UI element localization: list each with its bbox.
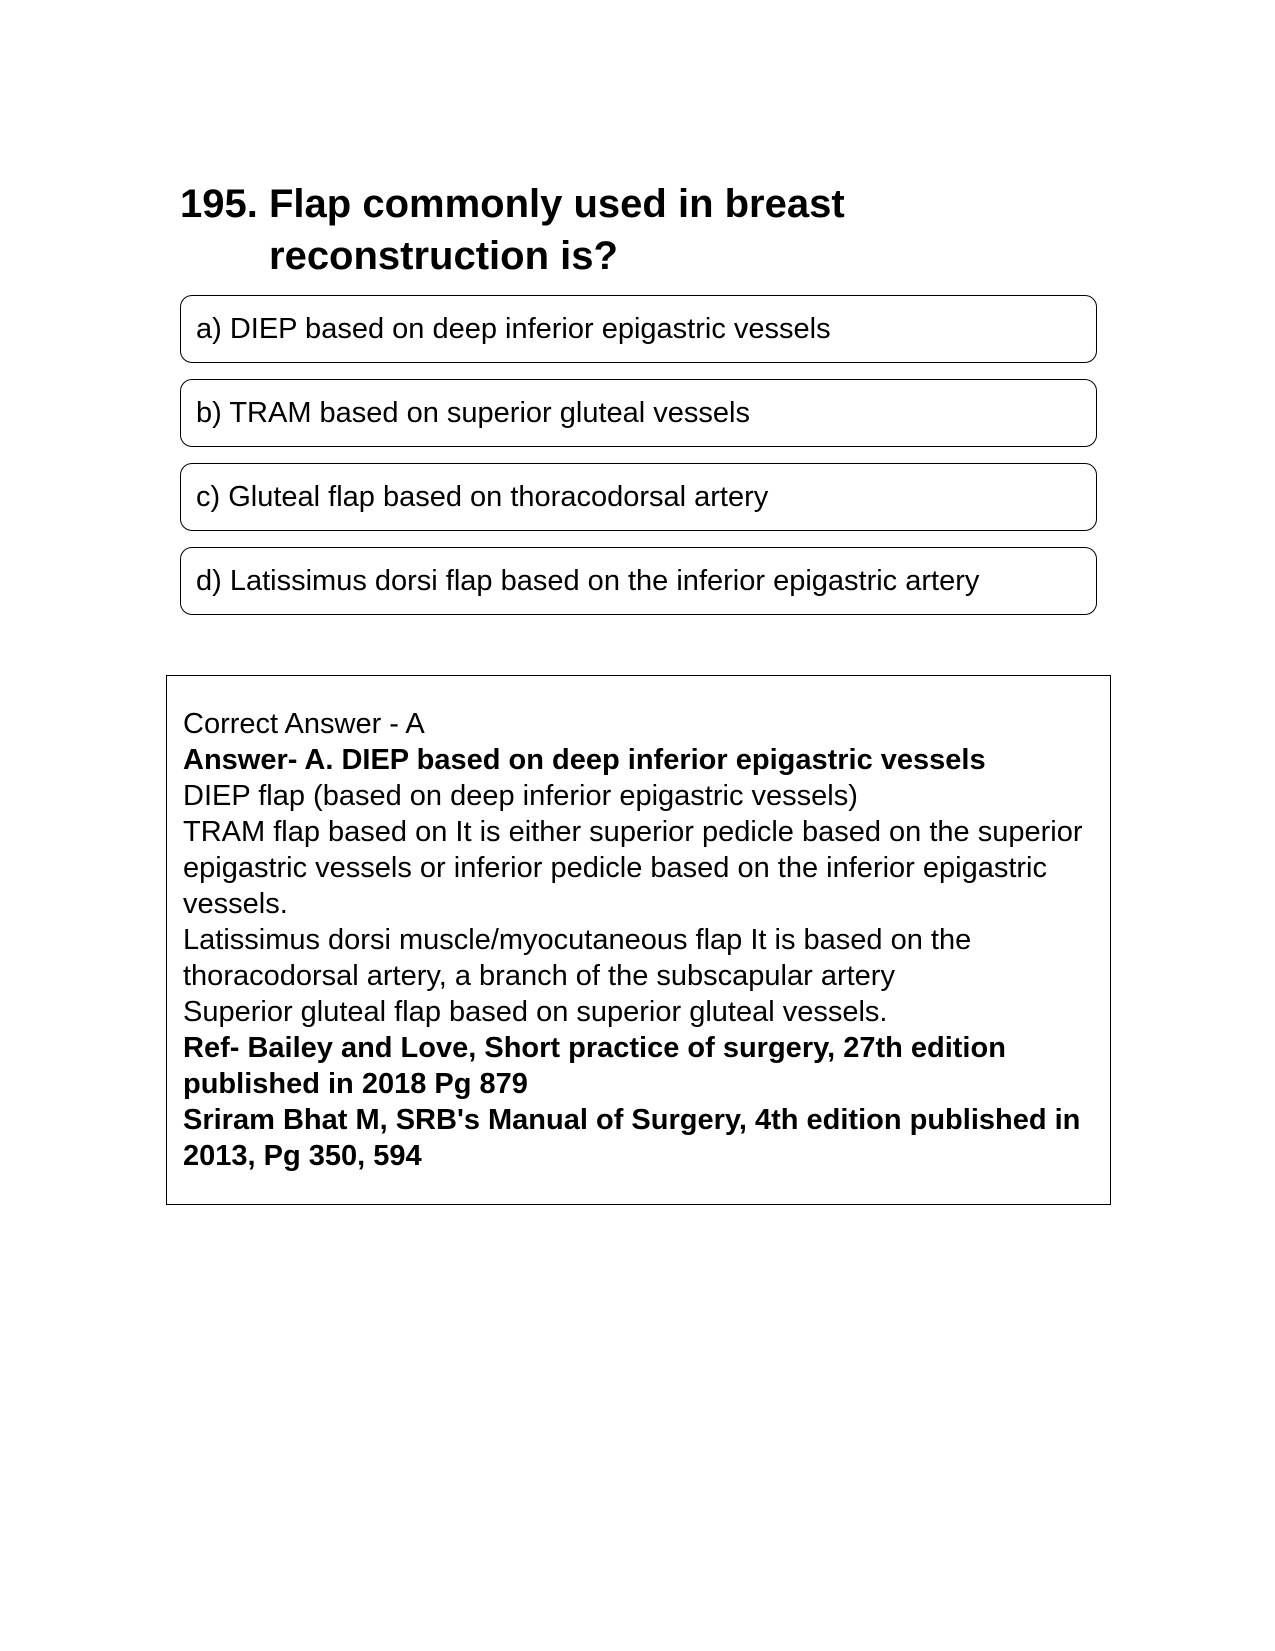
reference-line: Ref- Bailey and Love, Short practice of surgery, 27th edition published in 2018 Pg 879 [183,1032,1006,1100]
option-c[interactable]: c) Gluteal flap based on thoracodorsal artery [180,463,1097,531]
option-d[interactable]: d) Latissimus dorsi flap based on the inferior epigastric artery [180,547,1097,615]
explanation-line: Superior gluteal flap based on superior gluteal vessels. [183,996,888,1028]
answer-explanation-box [166,675,1111,1205]
option-b[interactable]: b) TRAM based on superior gluteal vessels [180,379,1097,447]
option-a[interactable]: a) DIEP based on deep inferior epigastric vessels [180,295,1097,363]
question-heading [180,178,900,282]
explanation-line: TRAM flap based on It is either superior pedicle based on the superior epigastric vessels or inferior pedicle based on the inferior epigastric vessels. [183,816,1083,920]
answer-line: Answer- A. DIEP based on deep inferior epigastric vessels [183,744,986,776]
question-text: Flap commonly used in breast reconstruction is? [269,182,845,278]
explanation-line: DIEP flap (based on deep inferior epigastric vessels) [183,780,858,812]
explanation-line: Latissimus dorsi muscle/myocutaneous flap It is based on the thoracodorsal artery, a branch of the subscapular artery [183,924,972,992]
correct-answer-label: Correct Answer - A [183,708,425,740]
reference-line: Sriram Bhat M, SRB's Manual of Surgery, 4th edition published in 2013, Pg 350, 594 [183,1104,1081,1172]
question-number: 195. [180,182,258,226]
options-list [180,295,1097,631]
